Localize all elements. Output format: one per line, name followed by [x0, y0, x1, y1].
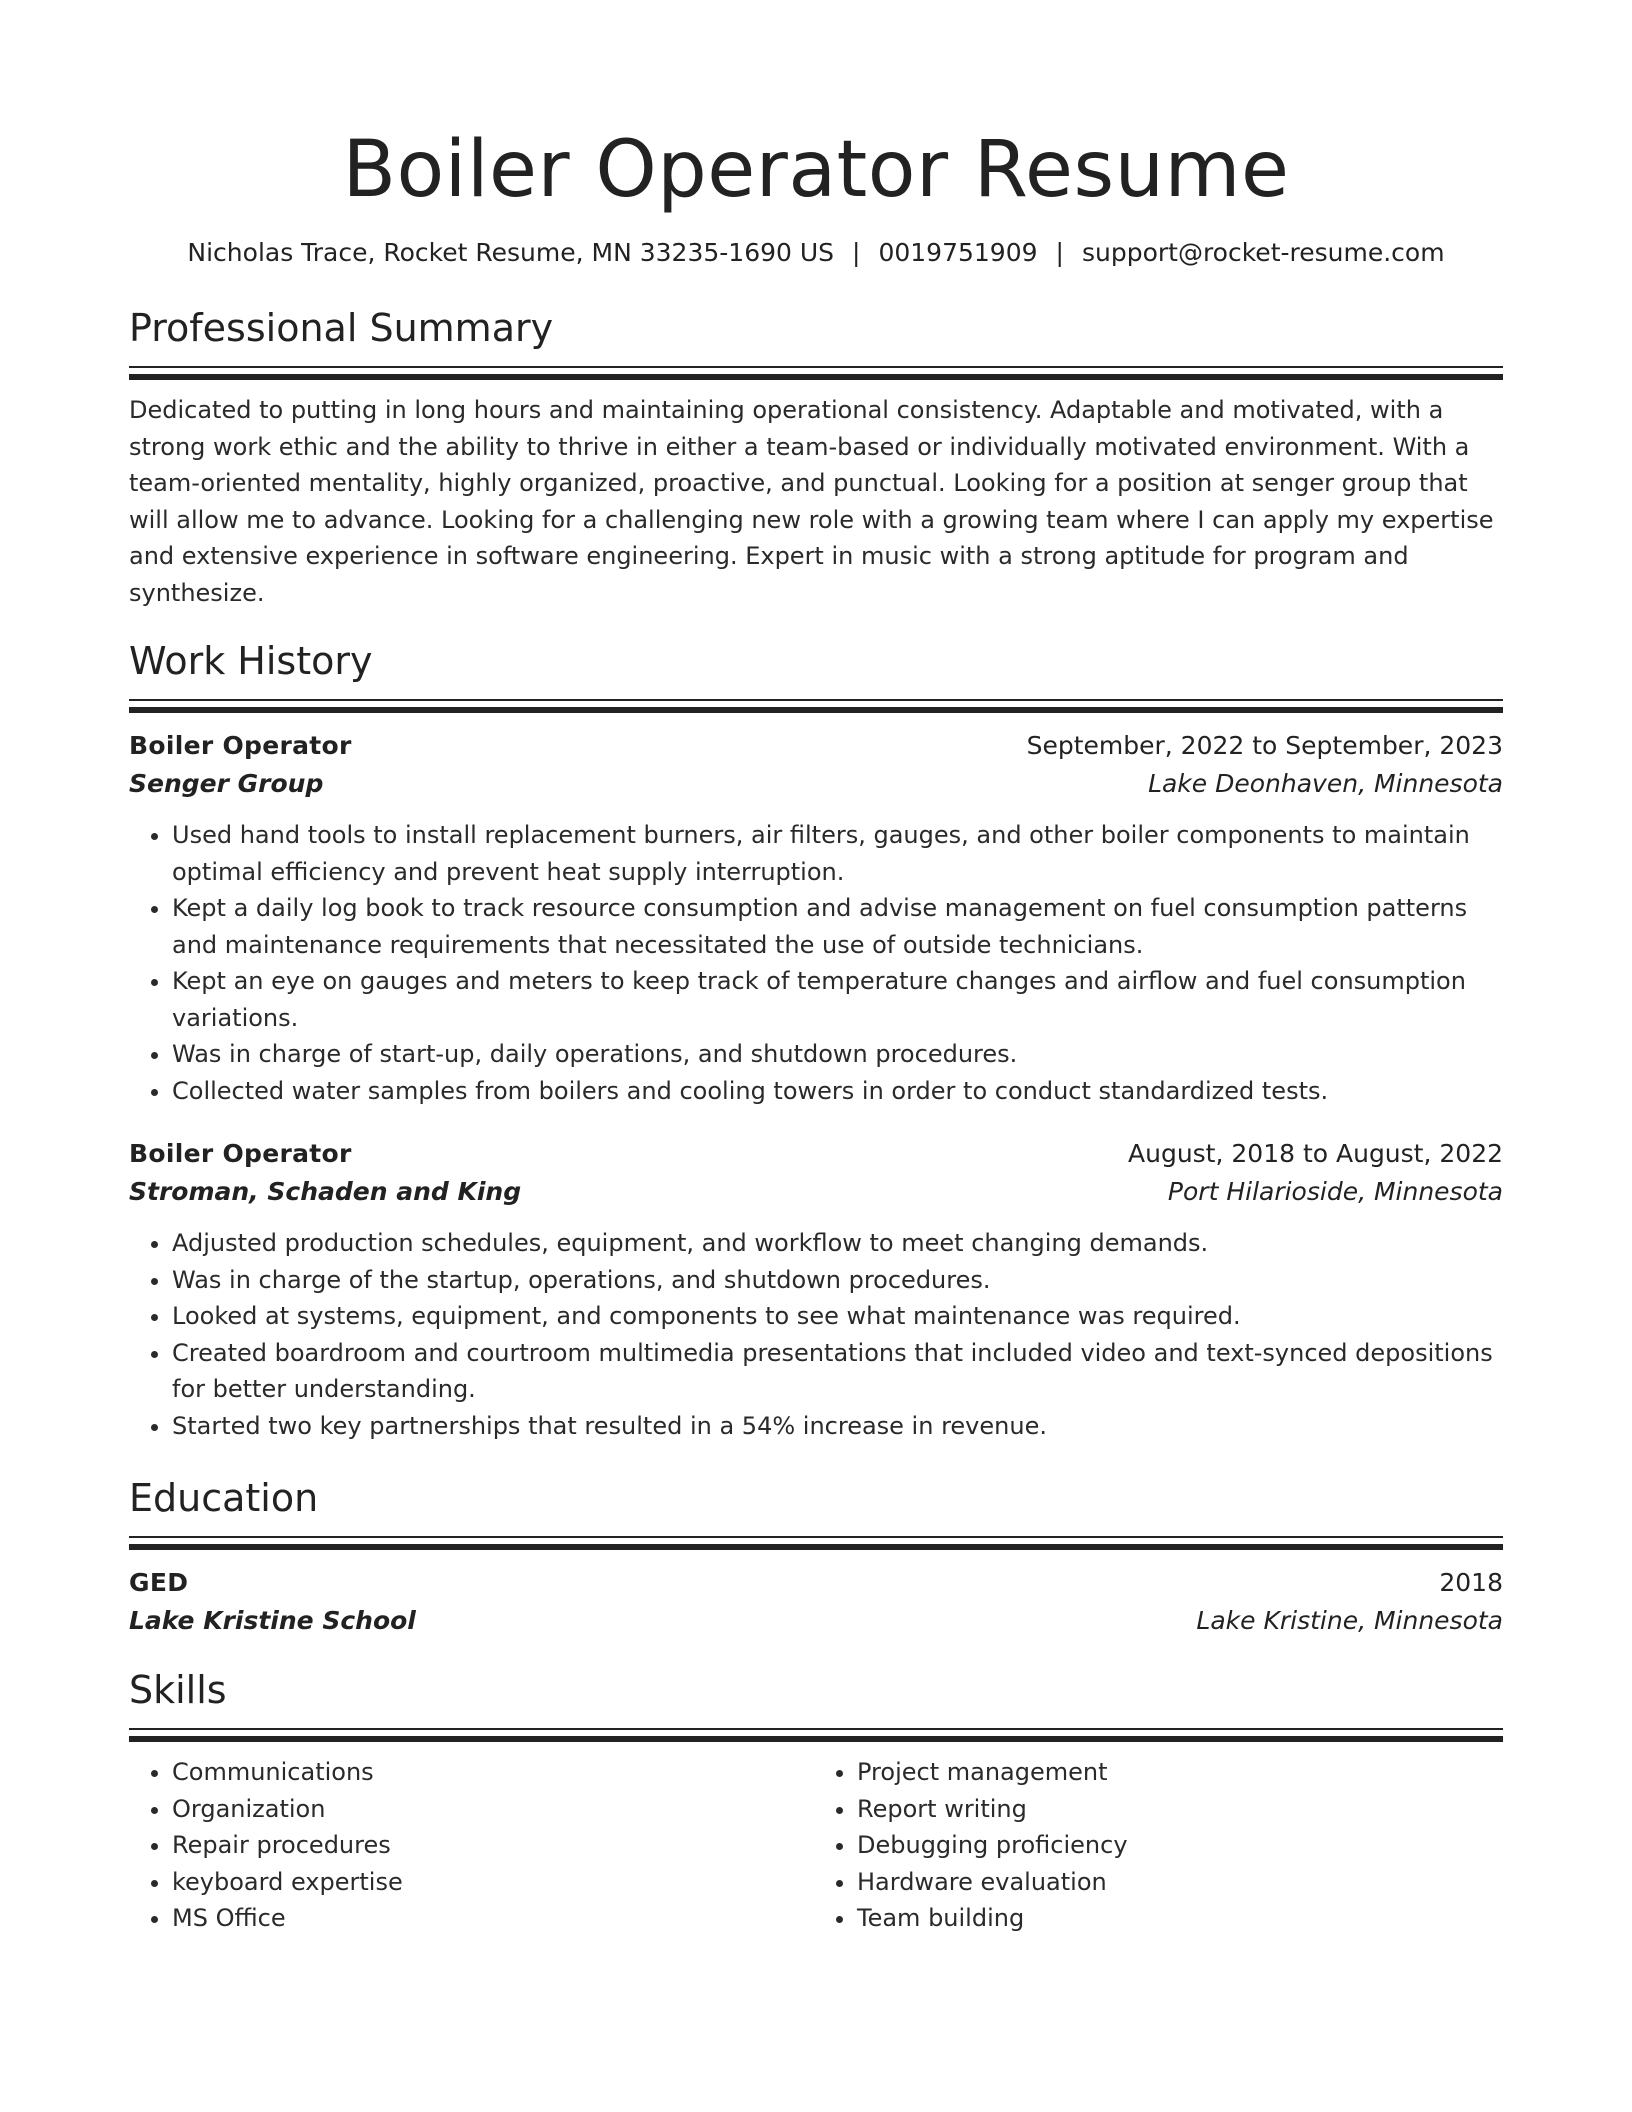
contact-phone: 0019751909 — [878, 238, 1038, 267]
skill-item: • Communications — [172, 1754, 816, 1791]
section-divider — [129, 1728, 1503, 1740]
skill-item: • Hardware evaluation — [857, 1864, 1503, 1901]
skill-item: • MS Office — [172, 1900, 816, 1937]
school-name: Lake Kristine School — [129, 1606, 416, 1635]
job-bullets — [129, 1225, 1503, 1444]
list-item: • Used hand tools to install replacement burners, air filters, gauges, and other boiler components to maintain optimal efficiency and prevent heat supply interruption. — [172, 817, 1503, 890]
skills-column-right — [816, 1754, 1503, 1937]
job-dates: August, 2018 to August, 2022 — [1128, 1139, 1503, 1168]
resume-title: Boiler Operator Resume — [342, 125, 1290, 215]
job-company: Senger Group — [129, 769, 324, 798]
list-item: • Was in charge of the startup, operations, and shutdown procedures. — [172, 1262, 1503, 1299]
school-location: Lake Kristine, Minnesota — [1196, 1606, 1503, 1635]
degree: GED — [129, 1568, 189, 1597]
section-divider — [129, 366, 1503, 378]
job-location: Lake Deonhaven, Minnesota — [1148, 769, 1503, 798]
job-title: Boiler Operator — [129, 731, 352, 760]
job-dates: September, 2022 to September, 2023 — [1026, 731, 1503, 760]
job-bullets — [129, 817, 1503, 1109]
skill-item: • Repair procedures — [172, 1827, 816, 1864]
skills-column-left — [129, 1754, 816, 1937]
skill-item: • Debugging proficiency — [857, 1827, 1503, 1864]
contact-address: Nicholas Trace, Rocket Resume, MN 33235-1690 US — [187, 238, 835, 267]
list-item: • Collected water samples from boilers and cooling towers in order to conduct standardized tests. — [172, 1073, 1503, 1110]
job-entry — [129, 1135, 1503, 1444]
graduation-year: 2018 — [1439, 1568, 1503, 1597]
summary-heading: Professional Summary — [129, 306, 554, 350]
list-item: • Created boardroom and courtroom multimedia presentations that included video and text-synced depositions for better understanding. — [172, 1335, 1503, 1408]
education-heading: Education — [129, 1476, 319, 1520]
section-divider — [129, 699, 1503, 711]
job-entry — [129, 727, 1503, 1109]
list-item: • Looked at systems, equipment, and components to see what maintenance was required. — [172, 1298, 1503, 1335]
job-company: Stroman, Schaden and King — [129, 1177, 522, 1206]
skill-item: • Project management — [857, 1754, 1503, 1791]
list-item: • Was in charge of start-up, daily operations, and shutdown procedures. — [172, 1036, 1503, 1073]
skills-heading: Skills — [129, 1668, 227, 1712]
education-section — [129, 1474, 1503, 1640]
skills-list — [129, 1754, 1503, 1937]
contact-email: support@rocket-resume.com — [1081, 238, 1445, 267]
skill-item: • Report writing — [857, 1791, 1503, 1828]
summary-text: Dedicated to putting in long hours and maintaining operational consistency. Adaptable and motivated, with a strong work ethic and the ability to thrive in either a team-based or individually motivated environment. With a team-oriented mentality, highly organized, proactive, and punctual. Looking for a position at senger group that will allow me to advance. Looking for a challenging new role with a growing team where I can apply my expertise and extensive experience in software engineering. Expert in music with a strong aptitude for program and synthesize. — [129, 396, 1494, 607]
skills-section — [129, 1666, 1503, 1937]
contact-separator: | — [852, 238, 861, 267]
summary-section — [129, 304, 1503, 611]
job-location: Port Hilarioside, Minnesota — [1167, 1177, 1503, 1206]
job-title: Boiler Operator — [129, 1139, 352, 1168]
section-divider — [129, 1536, 1503, 1548]
contact-line — [129, 236, 1503, 270]
list-item: • Started two key partnerships that resulted in a 54% increase in revenue. — [172, 1408, 1503, 1445]
contact-separator: | — [1055, 238, 1064, 267]
skill-item: • Organization — [172, 1791, 816, 1828]
work-history-heading: Work History — [129, 639, 373, 683]
skill-item: • Team building — [857, 1900, 1503, 1937]
work-history-section — [129, 637, 1503, 1444]
list-item: • Kept a daily log book to track resource consumption and advise management on fuel consumption patterns and maintenance requirements that necessitated the use of outside technicians. — [172, 890, 1503, 963]
list-item: • Kept an eye on gauges and meters to keep track of temperature changes and airflow and fuel consumption variations. — [172, 963, 1503, 1036]
education-entry — [129, 1564, 1503, 1640]
list-item: • Adjusted production schedules, equipment, and workflow to meet changing demands. — [172, 1225, 1503, 1262]
skill-item: • keyboard expertise — [172, 1864, 816, 1901]
